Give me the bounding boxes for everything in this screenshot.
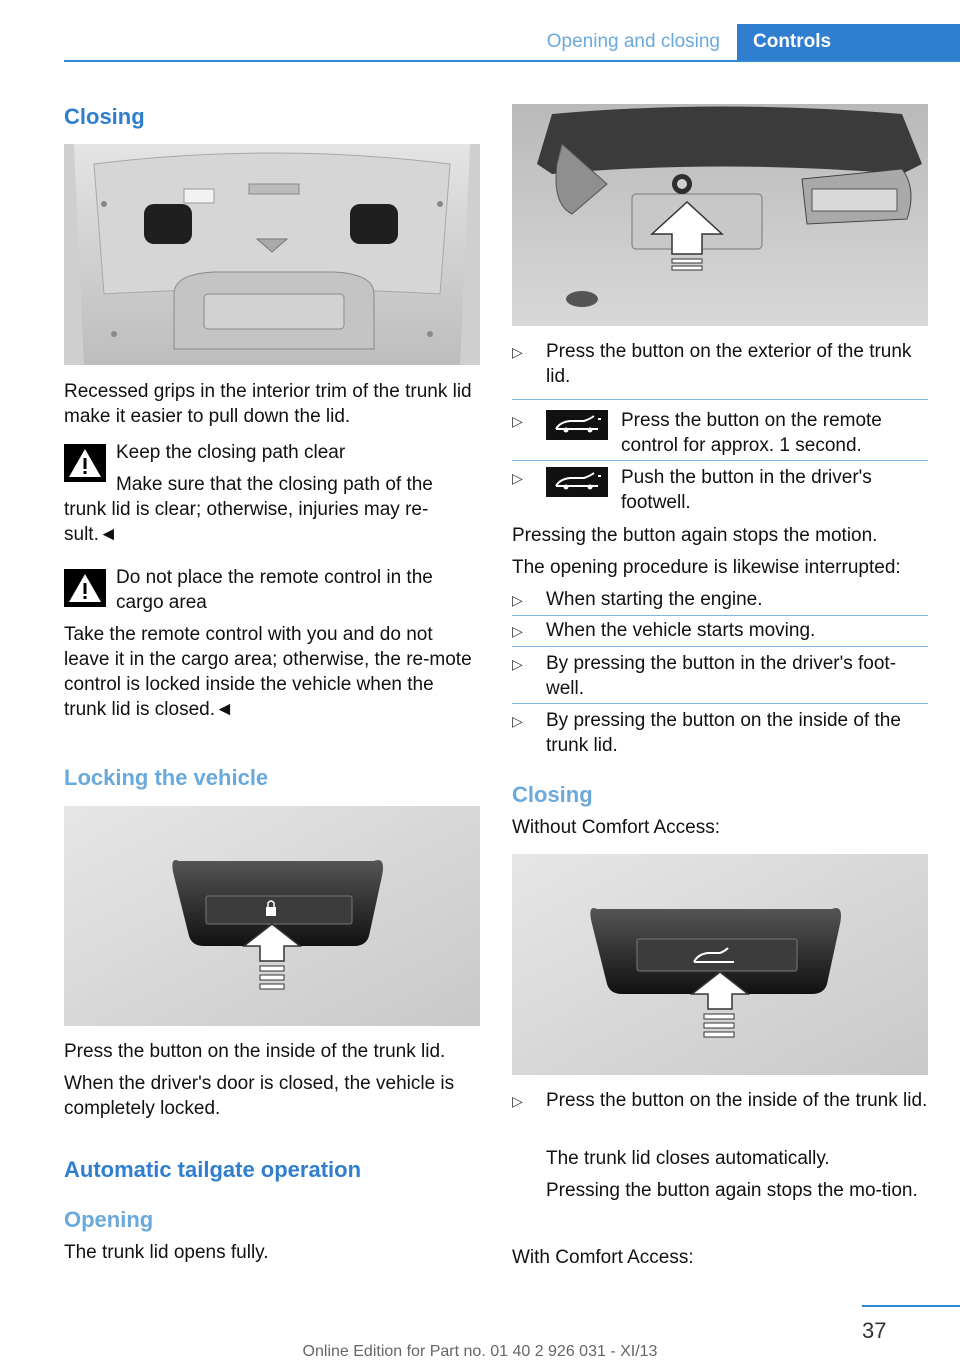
bullet-text: Push the button in the driver's footwell.	[621, 467, 872, 513]
closing-paragraph: Recessed grips in the interior trim of the trunk lid make it easier to pull down the lid.	[64, 381, 472, 427]
bullet-text: By pressing the button on the inside of the trunk lid.	[546, 710, 901, 756]
bullet-item	[512, 618, 928, 644]
stops-paragraph: Pressing the button again stops the motion.	[512, 525, 878, 546]
header-rule	[64, 60, 960, 62]
closing-subheading: Closing	[512, 782, 593, 807]
closing-heading: Closing	[64, 104, 145, 129]
triangle-bullet-icon: ▷	[512, 713, 523, 729]
lock-button-illustration	[64, 806, 480, 1026]
triangle-bullet-icon: ▷	[512, 344, 523, 360]
warning-1-title: Keep the closing path clear	[116, 442, 346, 463]
triangle-bullet-icon: ▷	[512, 623, 523, 639]
bullet-item	[512, 651, 928, 703]
bullet-item	[512, 587, 928, 613]
locking-paragraph-1: Press the button on the inside of the trunk lid.	[64, 1041, 446, 1062]
bullet-text: When the vehicle starts moving.	[546, 620, 816, 641]
trunk-lid-key-icon	[546, 410, 608, 440]
divider	[512, 399, 928, 400]
edition-footer: Online Edition for Part no. 01 40 2 926 031 - XI/13	[302, 1343, 658, 1360]
bullet-item	[512, 408, 928, 458]
triangle-bullet-icon: ▷	[512, 1093, 523, 1109]
divider	[512, 460, 928, 461]
warning-triangle-icon	[64, 569, 106, 607]
footer-rule	[862, 1305, 960, 1307]
bullet-text: Press the button on the exterior of the trunk lid.	[546, 341, 912, 387]
opening-heading: Opening	[64, 1207, 154, 1232]
triangle-bullet-icon: ▷	[512, 592, 523, 608]
locking-heading: Locking the vehicle	[64, 765, 269, 790]
triangle-bullet-icon: ▷	[512, 413, 523, 429]
bullet-item	[512, 1088, 928, 1140]
bullet-text: When starting the engine.	[546, 589, 763, 610]
close-automatic-text: The trunk lid closes automatically.	[546, 1148, 830, 1169]
with-comfort-access: With Comfort Access:	[512, 1247, 694, 1268]
warning-2-title: Do not place the remote control in the cargo area	[116, 567, 433, 613]
close-stops-text: Pressing the button again stops the mo-tion.	[546, 1180, 918, 1201]
locking-paragraph-2: When the driver's door is closed, the vehicle is completely locked.	[64, 1073, 455, 1119]
triangle-bullet-icon: ▷	[512, 470, 523, 486]
interrupted-paragraph: The opening procedure is likewise interrupted:	[512, 557, 901, 578]
header-chapter-tab: Controls	[737, 24, 960, 62]
bullet-item	[512, 465, 928, 515]
page-number: 37	[862, 1318, 887, 1343]
triangle-bullet-icon: ▷	[512, 656, 523, 672]
car-rear-exterior-illustration	[512, 104, 928, 326]
bullet-text: Press the button on the inside of the trunk lid.	[546, 1090, 928, 1111]
divider	[512, 646, 928, 647]
warning-2-body: Take the remote control with you and do not leave it in the cargo area; otherwise, the re-mote control is locked inside the vehicle when the trunk lid is closed.◄	[64, 624, 472, 720]
without-comfort-access: Without Comfort Access:	[512, 817, 721, 838]
bullet-item	[512, 339, 928, 391]
bullet-item	[512, 708, 928, 760]
bullet-text: Press the button on the remote control for approx. 1 second.	[621, 410, 882, 456]
close-button-illustration	[512, 854, 928, 1075]
automatic-tailgate-heading: Automatic tailgate operation	[64, 1157, 362, 1182]
warning-1-body: Make sure that the closing path of the trunk lid is clear; otherwise, injuries may re-sult.◄	[64, 474, 433, 545]
divider	[512, 615, 928, 616]
bullet-text: By pressing the button in the driver's foot-well.	[546, 653, 897, 699]
divider	[512, 703, 928, 704]
opening-paragraph: The trunk lid opens fully.	[64, 1242, 269, 1263]
header-section-title: Opening and closing	[546, 31, 720, 52]
trunk-lid-key-icon	[546, 467, 608, 497]
trunk-interior-illustration	[64, 144, 480, 365]
